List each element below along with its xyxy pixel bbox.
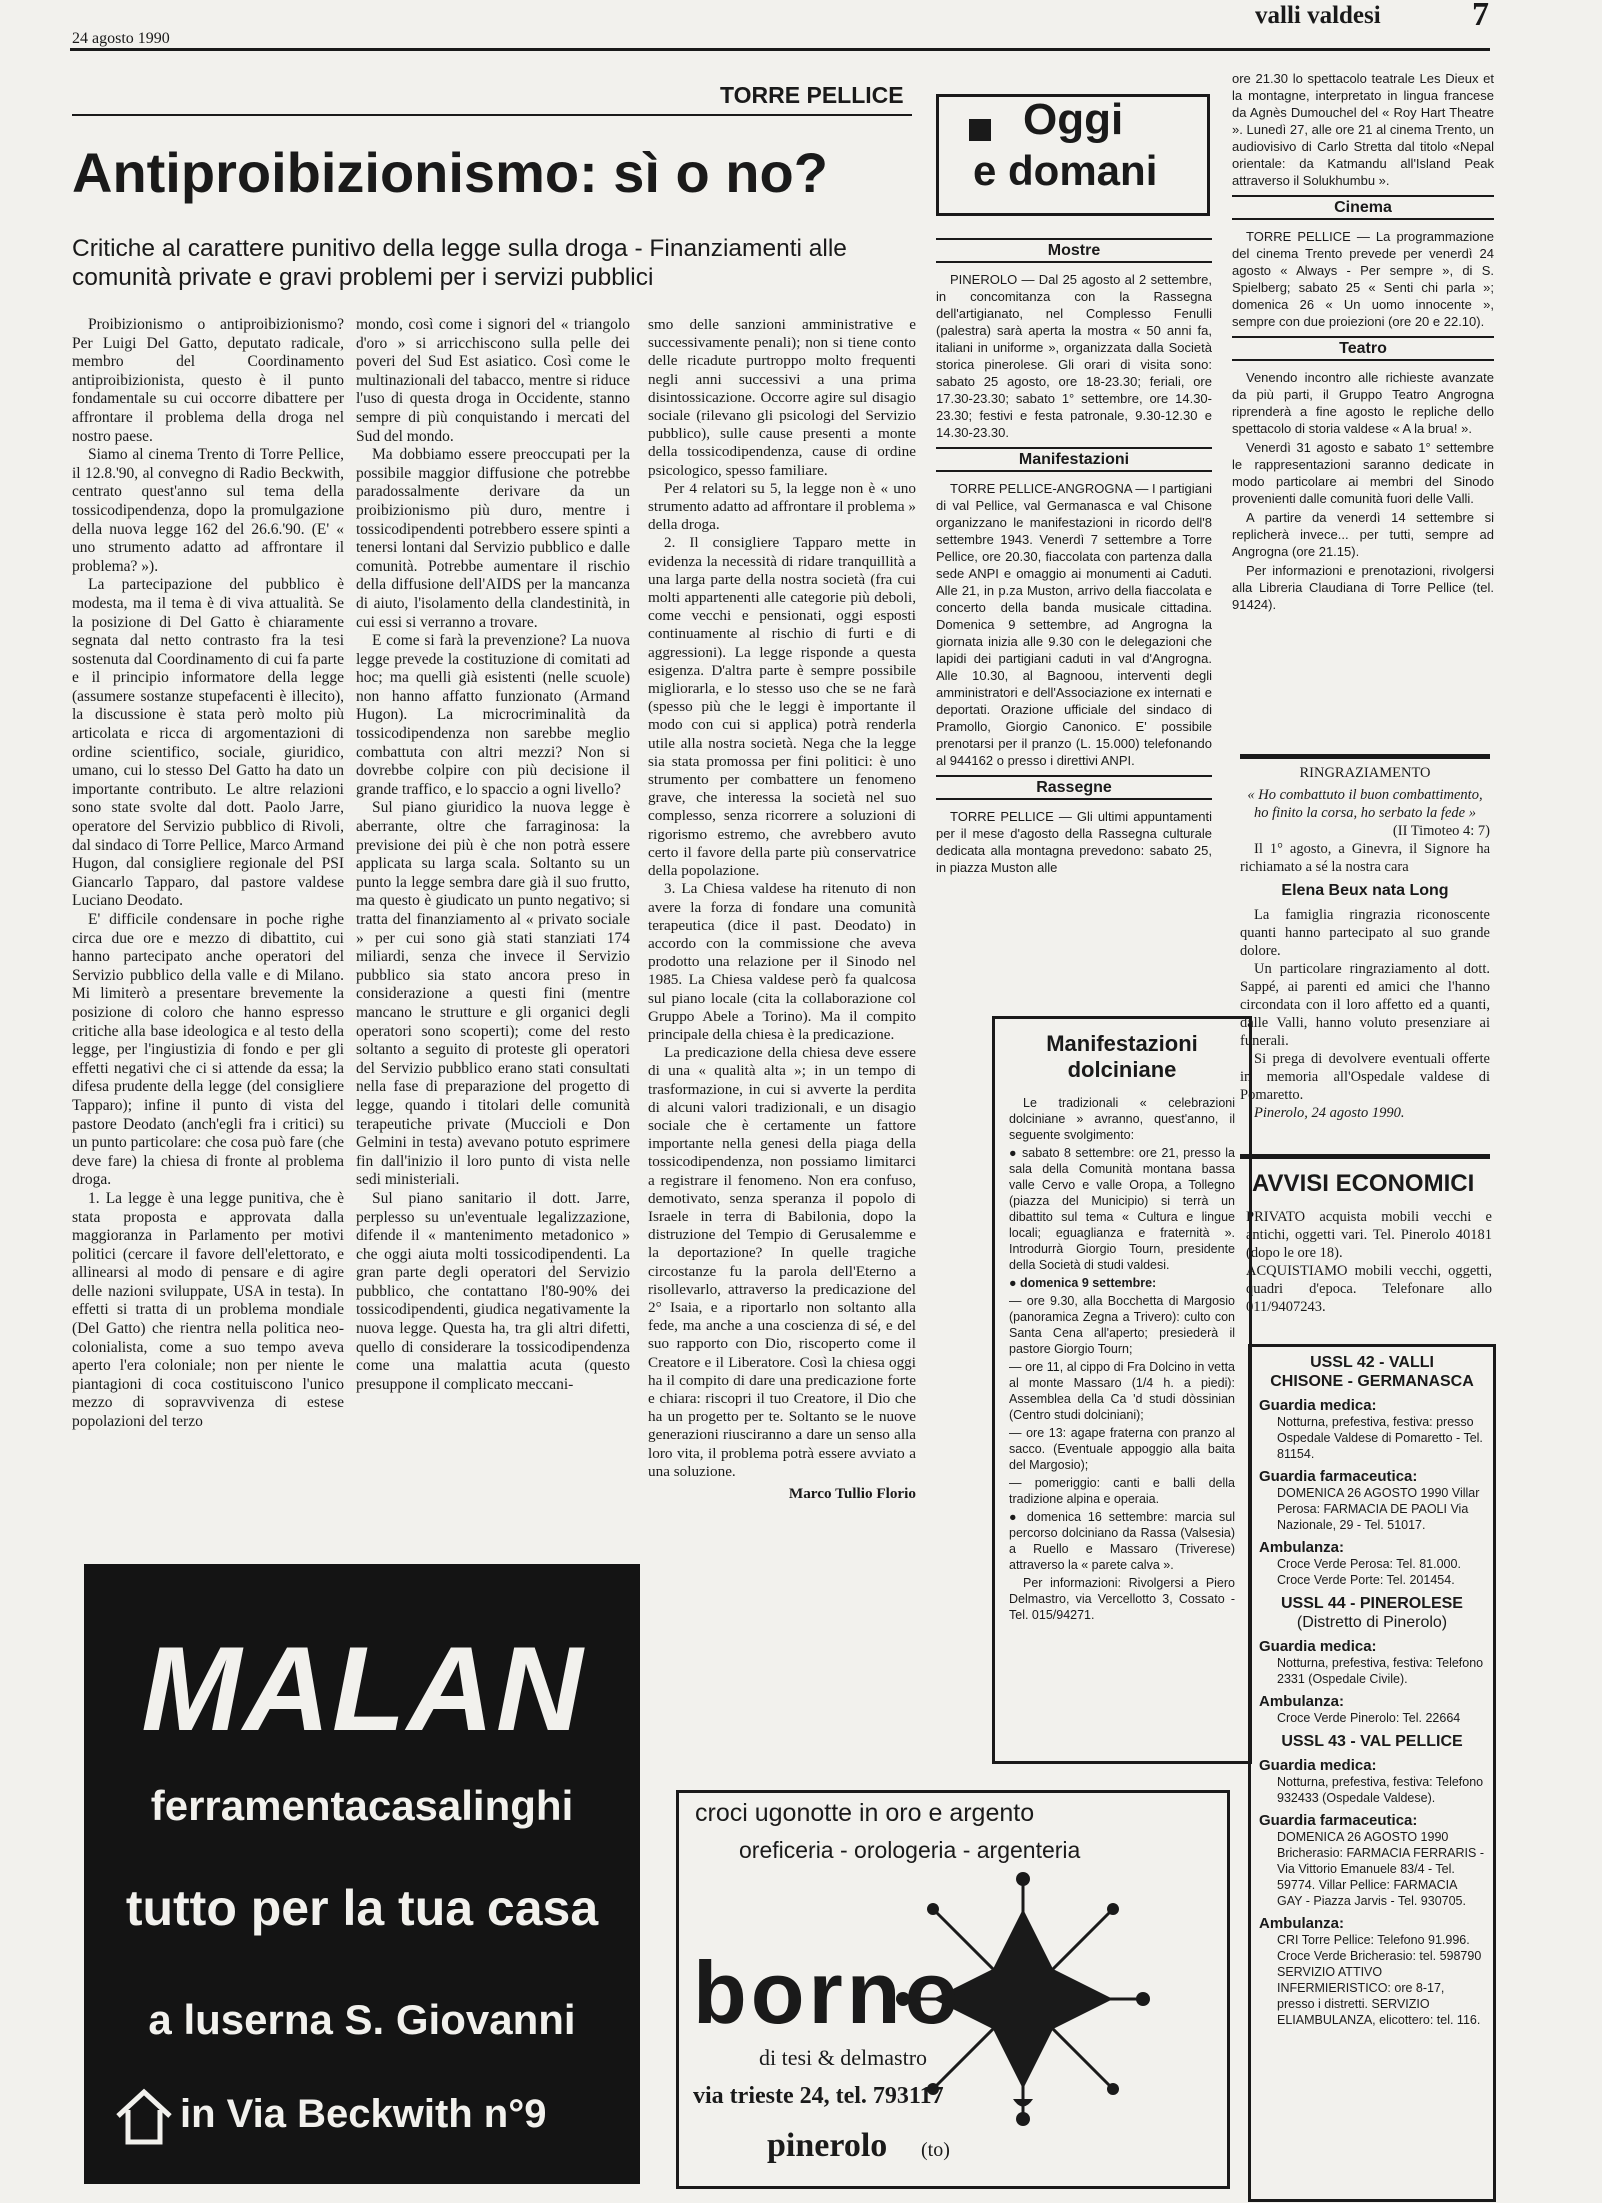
teatro-paragraph: Venendo incontro alle richieste avanzate da più parti, il Gruppo Teatro Angrogna riprenderà a fine agosto le repliche dello spettacolo di storia valdese « A la brua! ». xyxy=(1232,370,1494,436)
article-paragraph: 3. La Chiesa valdese ha ritenuto di non avere la forza di fondare una comunità terapeutica (dice il past. Deodato) in accordo con la commissione che aveva prodotto una relazione per il Sinodo nel 1985. La Chiesa valdese però fa qualcosa sul piano locale (cita la collaborazione col Gruppo Abele a Torino). Ma il compito principale della chiesa è la predicazione. xyxy=(648,880,916,1043)
oggi-column-right xyxy=(1232,70,1494,615)
ussl-42-ambulanza: Croce Verde Perosa: Tel. 81.000. Croce Verde Porte: Tel. 201454. xyxy=(1277,1557,1461,1587)
rassegne-continued: ore 21.30 lo spettacolo teatrale Les Dieux et la montagne, interpretato in lingua francese da Agnès Dumouchel del « Roy Hart Theatre ». Lunedì 27, alle ore 21 al cinema Trento, un audiovisivo di Carlo Stretta dal titolo «Nepal orientale: da Katmandu all'Island Peak attraverso il Solukhumbu ». xyxy=(1232,71,1494,188)
article-paragraph: E come si farà la prevenzione? La nuova legge prevede la costituzione di comitati ad hoc; ma quelli già esistenti (nelle scuole) non hanno affatto funzionato (Armand Hugon). La microcriminalità da tossicodipendenza non sarebbe meglio combattuta con altri mezzi? Non si dovrebbe colpire con più decisione il grande traffico, e lo spaccio a ogni livello? xyxy=(356,632,630,798)
article-paragraph: mondo, così come i signori del « triangolo d'oro » si arricchiscono sulla pelle dei poveri del Sud Est asiatico. Così come le multinazionali del tabacco, mentre si riduce l'uso di questa droga in Occidente, stanno sempre di più conquistando i mercati del Sud del mondo. xyxy=(356,316,630,445)
ambulanza-heading: Ambulanza: xyxy=(1259,1915,1345,1932)
ringraziamento-paragraph: Si prega di devolvere eventuali offerte in memoria all'Ospedale valdese di Pomaretto. xyxy=(1240,1051,1490,1103)
bullet-icon: ● xyxy=(1009,1146,1022,1160)
ambulanza-heading: Ambulanza: xyxy=(1259,1539,1345,1556)
ambulanza-heading: Ambulanza: xyxy=(1259,1693,1345,1710)
article-paragraph: La predicazione della chiesa deve essere di una « qualità alta »; in un tempo di trasformazione, in cui si avverte la perdita di alcuni valori tradizionali, e un disagio sociale che è certamente un fattore importante nella genesi della piaga della tossicodipendenza, non possiamo limitarci a registrare il fenomeno. Non era confuso, demotivato, senza speranza il popolo di Israele in terra di Babilonia, dopo la distruzione del Tempio di Gerusalemme e la deportazione? In quelle tragiche circostanze fu la parola dell'Eterno a risollevarlo, attraverso la predicazione del 2° Isaia, e a riportarlo non soltanto alla fede, ma anche a una coscienza di sé, e del suo rapporto con Dio, riscoperto come il Creatore e il Liberatore. Così la chiesa oggi ha il compito di dare una predicazione forte e chiara: riscopri il tuo Creatore, il Dio che ha un progetto per te. Soltanto se le nuove generazioni riusciranno a dare un senso alla loro vita, il problema potrà essere avviato a una soluzione. xyxy=(648,1044,916,1480)
ringraziamento xyxy=(1240,764,1490,1122)
article-paragraph: Proibizionismo o antiproibizionismo? Per Luigi Del Gatto, deputato radicale, membro del Coordinamento antiproibizionista, questo è il punto fondamentale su cui occorre dibattere per affrontare il problema della droga nel nostro paese. xyxy=(72,316,344,445)
dolciniane-item: — ore 9.30, alla Bocchetta di Margosio (panoramica Zegna a Trivero): culto con Santa Cena all'aperto; presiederà il pastore Giorgio Tourn; xyxy=(1009,1294,1235,1356)
oggi-column-left xyxy=(936,232,1212,878)
ussl-42-title: USSL 42 - VALLI xyxy=(1310,1354,1434,1371)
avvisi-list xyxy=(1246,1208,1492,1316)
cinema-text: TORRE PELLICE — La programmazione del cinema Trento prevede per venerdì 24 agosto « Always - Per sempre », di S. Spielberg; sabato 25 « Senti chi parla »; domenica 26 « Un uomo innocente », sempre con due proiezioni (ore 20 e 22.10). xyxy=(1232,229,1494,329)
ringraziamento-quote: « Ho combattuto il buon combattimento, ho finito la corsa, ho serbato la fede » xyxy=(1247,787,1483,821)
borno-services: oreficeria - orologeria - argenteria xyxy=(739,1837,1081,1863)
guardia-medica-heading: Guardia medica: xyxy=(1259,1638,1377,1655)
ringraziamento-title: RINGRAZIAMENTO xyxy=(1299,765,1431,781)
guardia-farmaceutica-heading: Guardia farmaceutica: xyxy=(1259,1468,1418,1485)
article-subhead: Critiche al carattere punitivo della legge sulla droga - Finanziamenti alle comunità private e gravi problemi per i servizi pubblici xyxy=(72,235,847,291)
ussl-44-guardia-medica: Notturna, prefestiva, festiva: Telefono 2331 (Ospedale Civile). xyxy=(1277,1656,1484,1686)
dolciniane-item-text: Per informazioni: Rivolgersi a Piero Delmastro, via Vercellotto 3, Cossato - Tel. 015/94271. xyxy=(1009,1576,1235,1622)
oggi-title: Oggi xyxy=(1023,95,1124,144)
article-paragraph: 1. La legge è una legge punitiva, che è stata proposta e approvata dalla maggioranza in Parlamento per motivi politici (cercare il favore dell'elettorato, e allinearsi al modo di pensare e di agire delle nazioni sviluppate, USA in testa). In effetti si tratta di un problema mondiale (Del Gatto) che rientra nella politica neo-colonialista, come a suo tempo aveva aperto l'era coloniale; non per niente le piantagioni di coca costituiscono l'unico mezzo di sopravvivenza di estese popolazioni del terzo xyxy=(72,1189,344,1431)
ringraziamento-intro: Il 1° agosto, a Ginevra, il Signore ha richiamato a sé la nostra cara xyxy=(1240,841,1490,875)
borno-address: via trieste 24, tel. 793117 xyxy=(693,2083,944,2109)
article-paragraph: La partecipazione del pubblico è modesta, ma il tema è di viva attualità. Se la posizione di Del Gatto è chiaramente segnata dal netto contrasto fra la tesi sostenuta dal Coordinamento di cui fa parte e il principio informatore della legge (assumere sostanze stupefacenti è illecito), la discussione è stata però molto più articolata e ricca di argomentazioni di ordine scientifico, sociale, giuridico, umano, cui lo stesso Del Gatto ha dato un importante contributo. Le altre relazioni sono state svolte dal dott. Paolo Jarre, operatore del Servizio pubblico di Rivoli, dal sindaco di Torre Pellice, Marco Armand Hugon, dal consigliere regionale del PSI Giancarlo Tapparo, dal pastore valdese Luciano Deodato. xyxy=(72,576,344,910)
ussl-42-subtitle: CHISONE - GERMANASCA xyxy=(1270,1373,1474,1390)
ringraziamento-paragraph: Un particolare ringraziamento al dott. Sappé, ai parenti ed amici che l'hanno circondata con il loro affetto ed a quanti, dalle Valli, hanno voluto presenziare ai funerali. xyxy=(1240,961,1490,1049)
category-cinema: Cinema xyxy=(1232,195,1494,220)
dolciniane-item xyxy=(1009,1275,1235,1291)
avviso-item: ACQUISTIAMO mobili vecchi, oggetti, quadri d'epoca. Telefonare allo 011/9407243. xyxy=(1246,1263,1492,1315)
dolciniane-item: — pomeriggio: canti e balli della tradizione alpina e operaia. xyxy=(1009,1476,1235,1506)
dolciniane-item xyxy=(1009,1509,1235,1573)
dolciniane-item-text: ore 13: agape fraterna con pranzo al sacco. (Eventuale appoggio alla baita del Margosio); xyxy=(1009,1426,1235,1472)
article-paragraph: Sul piano sanitario il dott. Jarre, perplesso su un'eventuale legalizzazione, difende il « mantenimento metadonico » che oggi aiuta molti tossicodipendenti. La gran parte degli operatori del Servizio pubblico, che contattano l'80-90% dei tossicodipendenti, giudica negativamente la nuova legge. Questa ha, tra gli altri difetti, quello di considerare la tossicodipendenza come una malattia acuta (questo presuppone il complicato meccani- xyxy=(356,1189,630,1393)
article-signature: Marco Tullio Florio xyxy=(788,1485,916,1502)
borno-city: pinerolo xyxy=(767,2127,888,2164)
ussl-43-guardia-farmaceutica: DOMENICA 26 AGOSTO 1990 Bricherasio: FARMACIA FERRARIS - Via Vittorio Emanuele 83/4 - Tel. 59774. Villar Pellice: FARMACIA GAY - Piazza Jarvis - Tel. 930705. xyxy=(1277,1830,1484,1908)
manifestazioni-text: TORRE PELLICE-ANGROGNA — I partigiani di val Pellice, val Germanasca e val Chisone organizzano le manifestazioni in ricordo dell'8 settembre 1943. Venerdì 7 settembre a Torre Pellice, ore 20.30, fiaccolata con partenza dalla sede ANPI e omaggio ai monumenti ai Caduti. Alle 21, in p.za Muston, arrivo della fiaccolata e concerto della banda musicale cittadina. Domenica 9 settembre, ad Angrogna la giornata inizia alle 9.30 con le delegazioni che lapidi dei partigiani caduti in val d'Angrogna. Alle 10.30, al Bagnoou, interventi degli amministratori e dell'Associazione ex internati e deportati. Orazione ufficiale del sindaco di Pramollo, Giorgio Canonico. E' possibile prenotarsi per il pranzo (L. 15.000) telefonando al 944162 o presso i direttivi ANPI. xyxy=(936,481,1213,768)
avvisi-title: AVVISI ECONOMICI xyxy=(1252,1170,1475,1197)
malan-address: in Via Beckwith n°9 xyxy=(180,2092,547,2136)
bullet-icon: ● xyxy=(1009,1276,1021,1290)
dolciniane-item xyxy=(1009,1145,1235,1273)
masthead-paper-name: valli valdesi xyxy=(1255,2,1381,29)
article-paragraph: 2. Il consigliere Tapparo mette in evidenza la necessità di ridare tranquillità a una larga parte della nostra società (fra cui molti appartenenti alle categorie più deboli, come vecchi e pensionati, oggi esposti continuamente al rischio di furti e di aggressioni). La legge risponde a questa esigenza. D'altra parte è sempre possibile migliorarla, e lo stesso uso che se ne farà (spesso più che le leggi è importante il modo con cui si applica) potrà renderla utile alla nostra società. Nega che la legge sia stata promossa per fini politici: è uno strumento per combattere un fenomeno grave, che interessa la società nel suo complesso, senza ricorrere a soluzioni di rigorismo estremo, che avrebbero avuto certo il favore della parte più conservatrice della popolazione. xyxy=(648,534,916,880)
guardia-medica-heading: Guardia medica: xyxy=(1259,1397,1377,1414)
malan-brand: MALAN xyxy=(141,1622,585,1756)
borno-province: (to) xyxy=(921,2139,950,2161)
mostre-text: PINEROLO — Dal 25 agosto al 2 settembre, in concomitanza con la Rassegna dell'artigianato, nel Complesso Fenulli (palestra) sarà aperta la mostra « 50 anni fa, italiani in uniforme », organizzata dalla Società storica pinerolese. Gli orari di visita sono: sabato 25 agosto, ore 18-23.30; feriali, ore 17.30-23.30; sabato 1° settembre, ore 14.30-23.30; festivi e festa patronale, 9.30-12.30 e 14.30-23.30. xyxy=(936,272,1212,440)
guardia-farmaceutica-heading: Guardia farmaceutica: xyxy=(1259,1812,1418,1829)
guardia-medica-heading: Guardia medica: xyxy=(1259,1757,1377,1774)
dolciniane-intro: Le tradizionali « celebrazioni dolciniane » avranno, quest'anno, il seguente svolgimento: xyxy=(1009,1096,1235,1142)
category-mostre: Mostre xyxy=(936,238,1212,263)
oggi-square-icon xyxy=(969,119,991,141)
article-column-2 xyxy=(356,316,630,1394)
teatro-paragraph: Venerdì 31 agosto e sabato 1° settembre le rappresentazioni saranno dedicate in modo particolare ai membri del Sinodo provenienti dalle comunità fuori delle Valli. xyxy=(1232,440,1494,506)
dolciniane-item: — ore 13: agape fraterna con pranzo al sacco. (Eventuale appoggio alla baita del Margosio); xyxy=(1009,1426,1235,1472)
ussl-44-subtitle: (Distretto di Pinerolo) xyxy=(1296,1614,1448,1631)
ringraziamento-top-rule xyxy=(1240,754,1490,759)
teatro-paragraph: A partire da venerdì 14 settembre si replicherà invece... per tutti, sempre ad Angrogna (ore 21.15). xyxy=(1232,510,1494,559)
masthead-rule xyxy=(70,48,1490,51)
ringraziamento-place-date: Pinerolo, 24 agosto 1990. xyxy=(1254,1105,1405,1121)
oggi-title-2: e domani xyxy=(973,147,1158,194)
ussl-43-ambulanza: CRI Torre Pellice: Telefono 91.996. Croce Verde Bricherasio: tel. 598790 SERVIZIO ATTIVO INFERMIERISTICO: ore 8-17, presso i distretti. SERVIZIO ELIAMBULANZA, elicottero: tel. 116. xyxy=(1277,1933,1482,2027)
malan-slogan: tutto per la tua casa xyxy=(125,1880,599,1936)
article-paragraph: Siamo al cinema Trento di Torre Pellice, il 12.8.'90, al convegno di Radio Beckwith, centrato quest'anno sul tema della tossicodipendenza, dopo la promulgazione della nuova legge 162 del 26.6.'90. (E' « uno strumento adatto ad affrontare il problema? »). xyxy=(72,446,344,575)
article-column-3 xyxy=(648,316,916,1503)
borno-brand: borno xyxy=(693,1943,963,2042)
dolciniane-item xyxy=(1009,1575,1235,1623)
article-paragraph: Per 4 relatori su 5, la legge non è « uno strumento adatto ad affrontare il problema » della droga. xyxy=(648,479,916,534)
malan-location: a luserna S. Giovanni xyxy=(148,1996,576,2043)
ussl-box xyxy=(1248,1344,1496,2202)
oggi-domani-box xyxy=(936,94,1210,216)
dolciniane-title: Manifestazioni xyxy=(1046,1031,1198,1056)
borno-owners: di tesi & delmastro xyxy=(759,2045,928,2070)
article-paragraph: smo delle sanzioni amministrative e successivamente penali); non si tiene conto delle ricadute purtroppo molto frequenti negli anni successivi a una prima disintossicazione. Occorre agire sul disagio sociale (rilevano gli psicologi del Servizio pubblico), sulle cause presenti a monte della tossicodipendenza, cause di ordine psicologico, spesso familiare. xyxy=(648,316,916,479)
rassegne-text: TORRE PELLICE — Gli ultimi appuntamenti per il mese d'agosto della Rassegna culturale dedicata alla montagna prevedono: sabato 25, in piazza Muston alle xyxy=(936,809,1212,875)
kicker-rule xyxy=(72,114,912,116)
article-column-1 xyxy=(72,316,344,1432)
ussl-44-ambulanza: Croce Verde Pinerolo: Tel. 22664 xyxy=(1277,1711,1461,1725)
page-number: 7 xyxy=(1472,0,1489,33)
teatro-paragraph: Per informazioni e prenotazioni, rivolgersi alla Libreria Claudiana di Torre Pellice (tel. 91424). xyxy=(1232,563,1494,612)
avvisi-top-rule xyxy=(1240,1154,1490,1159)
avviso-item: PRIVATO acquista mobili vecchi e antichi, oggetti vari. Tel. Pinerolo 40181 (dopo le ore 18). xyxy=(1246,1209,1492,1261)
ussl-42-guardia-farmaceutica: DOMENICA 26 AGOSTO 1990 Villar Perosa: FARMACIA DE PAOLI Via Nazionale, 29 - Tel. 51017. xyxy=(1277,1486,1480,1532)
dolciniane-item-text: sabato 8 settembre: ore 21, presso la sala della Comunità montana bassa valle Cervo e valle Oropa, a Tollegno (piazza del Municipio) si terrà un dibattito sul tema « Cultura e lingue locali; eguaglianza e fraternità ». Introdurrà Giorgio Tourn, presidente della Società di studi valdesi. xyxy=(1009,1146,1235,1272)
borno-headline: croci ugonotte in oro e argento xyxy=(695,1799,1035,1827)
dolciniane-item-text: domenica 9 settembre: xyxy=(1020,1276,1157,1290)
borno-advertisement xyxy=(676,1790,1230,2189)
article-paragraph: Ma dobbiamo essere preoccupati per la possibile maggior diffusione che potrebbe paradossalmente derivare da un proibizionismo più duro, mentre i tossicodipendenti potrebbero essere spinti a tenersi lontani dal Servizio pubblico e dalle comunità. Potrebbe aumentare il rischio della diffusione dell'AIDS per la mancanza di aiuto, l'isolamento della clandestinità, in cui essi si verranno a trovare. xyxy=(356,446,630,631)
ussl-44-title: USSL 44 - PINEROLESE xyxy=(1281,1595,1463,1612)
dolciniane-item-text: domenica 16 settembre: marcia sul percorso dolciniano da Rassa (Valsesia) a Ruello e Massaro (Triverese) attraverso la « parete calva ». xyxy=(1009,1510,1235,1572)
dolciniane-item: — ore 11, al cippo di Fra Dolcino in vetta al monte Massaro (1/4 h. a piedi): Assemblea della Ca 'd studi dòssinian (Centro studi dolciniani); xyxy=(1009,1360,1236,1422)
ussl-42-guardia-medica: Notturna, prefestiva, festiva: presso Ospedale Valdese di Pomaretto - Tel. 81154. xyxy=(1277,1415,1483,1461)
dolciniane-item-text: ore 9.30, alla Bocchetta di Margosio (panoramica Zegna a Trivero): culto con Santa Cena all'aperto; presiederà il pastore Giorgio Tourn; xyxy=(1009,1294,1235,1356)
article-paragraph: Sul piano giuridico la nuova legge è aberrante, oltre che farraginosa: la previsione dei più è che non potrà essere applicata su larga scala. Soltanto su un punto la legge sembra dare già il suo frutto, ma questo è giudicato un punto negativo; si tratta del finanziamento al « privato sociale » per cui sono già stati stanziati 174 miliardi, senza che invece il Servizio pubblico sia stato ancora preso in considerazione a questi fini (mentre mancano le strutture e gli organici degli operatori sono scoperti); come del resto soltanto a seguito di proteste gli operatori del Servizio pubblico erano stati consultati nella fase di preparazione del progetto di legge, quando i titolari delle comunità terapeutiche private (Muccioli e Don Gelmini in testa) avevano potuto esprimere fin dall'inizio il loro punto di vista nelle sedi ministeriali. xyxy=(356,799,630,1189)
ussl-43-guardia-medica: Notturna, prefestiva, festiva: Telefono 932433 (Ospedale Valdese). xyxy=(1277,1775,1484,1805)
category-rassegne: Rassegne xyxy=(936,775,1212,800)
article-kicker: TORRE PELLICE xyxy=(720,82,904,108)
article-paragraph: E' difficile condensare in poche righe circa due ore e mezzo di dibattito, cui hanno partecipato anche operatori del Servizio pubblico della valle e di Milano. Mi limiterò a presentare brevemente la posizione di coloro che hanno espresso critiche alla base ideologica e al testo della legge, per l'ingiustizia di fondo e per gli effetti negativi che ci si attende da essa; la difesa prudente della legge (del consigliere Tapparo); infine il punto di vista del pastore Deodato (anch'egli fra i critici) su un punto particolare: che cosa può fare (che deve fare) la chiesa di fronte al problema droga. xyxy=(72,911,344,1189)
malan-tagline: ferramentacasalinghi xyxy=(150,1782,574,1829)
masthead-date: 24 agosto 1990 xyxy=(72,30,170,47)
ringraziamento-ref: (II Timoteo 4: 7) xyxy=(1392,823,1490,839)
bullet-icon: ● xyxy=(1009,1510,1027,1524)
category-manifestazioni: Manifestazioni xyxy=(936,447,1212,472)
dolciniane-item-text: pomeriggio: canti e balli della tradizione alpina e operaia. xyxy=(1009,1476,1235,1506)
article-headline: Antiproibizionismo: sì o no? xyxy=(72,141,828,204)
category-teatro: Teatro xyxy=(1232,336,1494,361)
ringraziamento-paragraph: La famiglia ringrazia riconoscente quanti hanno partecipato al suo grande dolore. xyxy=(1240,907,1490,959)
dolciniane-title-2: dolciniane xyxy=(1067,1057,1177,1082)
ussl-43-title: USSL 43 - VAL PELLICE xyxy=(1281,1733,1463,1750)
house-icon xyxy=(114,2086,174,2146)
dolciniane-box xyxy=(992,1016,1252,1764)
ringraziamento-name: Elena Beux nata Long xyxy=(1281,882,1449,899)
dolciniane-item-text: ore 11, al cippo di Fra Dolcino in vetta al monte Massaro (1/4 h. a piedi): Assemblea della Ca 'd studi dòssinian (Centro studi dolciniani); xyxy=(1009,1360,1236,1422)
malan-advertisement xyxy=(84,1564,640,2184)
